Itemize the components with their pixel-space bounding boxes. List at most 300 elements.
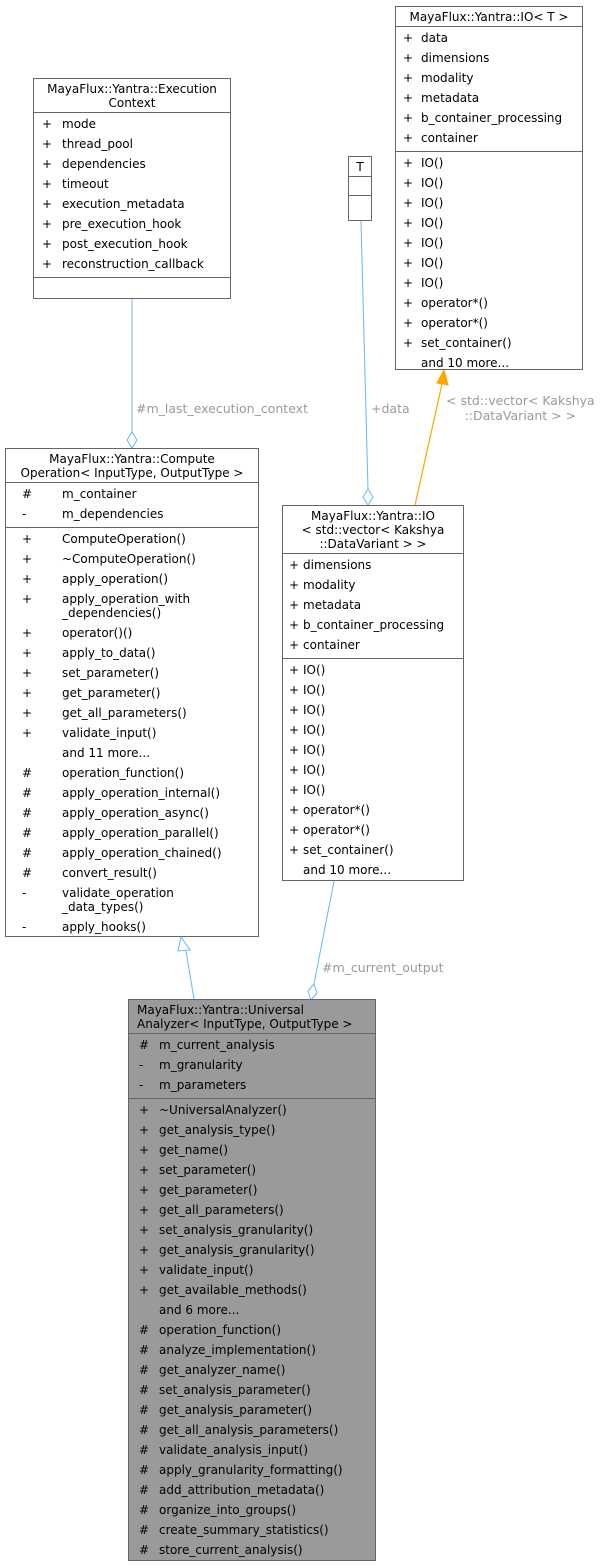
visibility-marker: [289, 860, 303, 880]
visibility-marker: +: [403, 316, 414, 330]
attribute-name: b_container_processing: [421, 111, 563, 125]
visibility-marker: +: [289, 618, 300, 632]
method-name: validate_input(): [159, 1263, 254, 1277]
attribute-row[interactable]: [396, 68, 582, 88]
method-row[interactable]: [396, 313, 582, 333]
method-row[interactable]: [6, 723, 258, 743]
method-row[interactable]: [283, 700, 463, 720]
method-name: apply_operation_chained(): [62, 846, 222, 860]
method-name: apply_operation_internal(): [62, 786, 221, 800]
edge-last-execution-context: [127, 299, 137, 448]
attribute-name: m_granularity: [159, 1058, 243, 1072]
edge-inheritance: [178, 937, 194, 999]
method-name: validate_input(): [62, 726, 157, 740]
visibility-marker: #: [139, 1323, 150, 1337]
method-row[interactable]: [283, 820, 463, 840]
method-name: and 10 more...: [421, 356, 510, 370]
visibility-marker: +: [289, 723, 300, 737]
visibility-marker: +: [289, 663, 300, 677]
method-name: operator*(): [421, 316, 488, 330]
method-name: apply_operation_parallel(): [62, 826, 219, 840]
visibility-marker: +: [289, 783, 300, 797]
attribute-row[interactable]: [34, 194, 230, 214]
visibility-marker: +: [22, 626, 33, 640]
visibility-marker: #: [22, 846, 33, 860]
visibility-marker: +: [22, 646, 33, 660]
attribute-row[interactable]: [129, 1055, 375, 1075]
visibility-marker: +: [289, 763, 300, 777]
visibility-marker: +: [289, 703, 300, 717]
method-row[interactable]: [283, 720, 463, 740]
attribute-row[interactable]: [34, 254, 230, 274]
visibility-marker: +: [403, 51, 414, 65]
method-name: get_analysis_granularity(): [159, 1243, 315, 1257]
method-name: IO(): [421, 156, 444, 170]
visibility-marker: #: [139, 1363, 150, 1377]
visibility-marker: -: [139, 1058, 144, 1072]
visibility-marker: +: [289, 578, 300, 592]
visibility-marker: +: [22, 532, 33, 546]
method-row[interactable]: [396, 193, 582, 213]
method-name: analyze_implementation(): [159, 1343, 316, 1357]
attribute-name: modality: [421, 71, 474, 85]
visibility-marker: +: [289, 638, 300, 652]
method-name: get_analysis_type(): [159, 1123, 276, 1137]
method-row[interactable]: [6, 703, 258, 723]
attribute-row[interactable]: [396, 48, 582, 68]
method-name: operation_function(): [62, 766, 184, 780]
method-row[interactable]: [129, 1160, 375, 1180]
class-universal-analyzer[interactable]: [128, 999, 376, 1561]
method-row[interactable]: [6, 883, 258, 917]
method-row[interactable]: [6, 803, 258, 823]
visibility-marker: +: [22, 572, 33, 586]
visibility-marker: [22, 743, 62, 763]
method-row[interactable]: [396, 213, 582, 233]
method-row[interactable]: [129, 1220, 375, 1240]
attribute-row[interactable]: [34, 174, 230, 194]
methods-section: [349, 195, 371, 214]
visibility-marker: +: [403, 71, 414, 85]
method-row[interactable]: [283, 660, 463, 680]
methods-section: [396, 151, 582, 376]
method-row[interactable]: [6, 589, 258, 623]
method-name: and 6 more...: [159, 1303, 240, 1317]
attribute-name: reconstruction_callback: [62, 257, 204, 271]
attribute-row[interactable]: [34, 114, 230, 134]
method-row[interactable]: [129, 1420, 375, 1440]
visibility-marker: +: [289, 743, 300, 757]
methods-section: [6, 527, 258, 940]
method-name: IO(): [303, 783, 326, 797]
class-template-parameter-t[interactable]: [348, 156, 372, 221]
method-row[interactable]: [6, 917, 258, 937]
method-name: set_parameter(): [62, 666, 160, 680]
attribute-row[interactable]: [396, 108, 582, 128]
method-name: and 11 more...: [62, 746, 151, 760]
visibility-marker: +: [139, 1203, 150, 1217]
method-name: IO(): [421, 216, 444, 230]
method-row[interactable]: [129, 1260, 375, 1280]
method-name: apply_operation_with _dependencies(): [62, 592, 191, 620]
attribute-name: pre_execution_hook: [62, 217, 182, 231]
method-row[interactable]: [129, 1380, 375, 1400]
attribute-name: m_current_analysis: [159, 1038, 275, 1052]
method-row[interactable]: [6, 569, 258, 589]
method-name: operator()(): [62, 626, 133, 640]
visibility-marker: +: [139, 1263, 150, 1277]
method-row[interactable]: [6, 663, 258, 683]
method-name: set_analysis_granularity(): [159, 1223, 314, 1237]
method-row[interactable]: [396, 273, 582, 293]
method-name: organize_into_groups(): [159, 1503, 297, 1517]
method-row[interactable]: [396, 233, 582, 253]
method-name: convert_result(): [62, 866, 157, 880]
attribute-row[interactable]: [6, 484, 258, 504]
attribute-row[interactable]: [34, 234, 230, 254]
visibility-marker: -: [22, 886, 27, 900]
visibility-marker: #: [139, 1503, 150, 1517]
method-name: ComputeOperation(): [62, 532, 186, 546]
visibility-marker: +: [42, 117, 53, 131]
method-name: get_parameter(): [62, 686, 161, 700]
visibility-marker: #: [139, 1523, 150, 1537]
method-name: IO(): [421, 176, 444, 190]
visibility-marker: #: [139, 1443, 150, 1457]
visibility-marker: #: [139, 1343, 150, 1357]
method-name: get_available_methods(): [159, 1283, 307, 1297]
method-row[interactable]: [129, 1120, 375, 1140]
visibility-marker: #: [22, 487, 33, 501]
visibility-marker: +: [289, 558, 300, 572]
method-row[interactable]: [6, 643, 258, 663]
method-row[interactable]: [129, 1400, 375, 1420]
method-name: get_analyzer_name(): [159, 1363, 286, 1377]
method-row[interactable]: [129, 1300, 375, 1320]
class-io-datavariant[interactable]: [282, 505, 464, 881]
attributes-section: [283, 553, 463, 658]
visibility-marker: #: [22, 866, 33, 880]
method-row[interactable]: [396, 293, 582, 313]
method-row[interactable]: [396, 253, 582, 273]
visibility-marker: +: [403, 336, 414, 350]
visibility-marker: +: [289, 843, 300, 857]
method-name: IO(): [421, 276, 444, 290]
method-name: IO(): [303, 683, 326, 697]
method-row[interactable]: [129, 1140, 375, 1160]
attribute-name: m_dependencies: [62, 507, 164, 521]
method-row[interactable]: [129, 1200, 375, 1220]
class-title: MayaFlux::Yantra::Compute Operation< InputType, OutputType >: [20, 452, 244, 480]
visibility-marker: +: [289, 803, 300, 817]
visibility-marker: +: [42, 137, 53, 151]
method-row[interactable]: [129, 1180, 375, 1200]
method-row[interactable]: [283, 800, 463, 820]
method-row[interactable]: [129, 1460, 375, 1480]
visibility-marker: +: [22, 592, 33, 606]
method-row[interactable]: [129, 1480, 375, 1500]
method-name: get_all_parameters(): [62, 706, 187, 720]
attribute-name: m_container: [62, 487, 137, 501]
attribute-name: timeout: [62, 177, 109, 191]
method-name: get_all_analysis_parameters(): [159, 1423, 339, 1437]
visibility-marker: +: [22, 686, 33, 700]
visibility-marker: #: [22, 786, 33, 800]
class-title: MayaFlux::Yantra::IO< T >: [409, 10, 569, 24]
attribute-row[interactable]: [283, 595, 463, 615]
method-name: operator*(): [421, 296, 488, 310]
attribute-name: metadata: [421, 91, 480, 105]
visibility-marker: +: [139, 1243, 150, 1257]
visibility-marker: #: [139, 1383, 150, 1397]
attributes-section: [34, 112, 230, 277]
visibility-marker: +: [403, 276, 414, 290]
visibility-marker: +: [22, 726, 33, 740]
visibility-marker: -: [22, 507, 27, 521]
method-name: operator*(): [303, 803, 370, 817]
method-row[interactable]: [283, 780, 463, 800]
method-name: get_analysis_parameter(): [159, 1403, 313, 1417]
attribute-row[interactable]: [6, 504, 258, 524]
visibility-marker: #: [22, 826, 33, 840]
method-row[interactable]: [6, 529, 258, 549]
attributes-section: [349, 176, 371, 195]
method-name: apply_granularity_formatting(): [159, 1463, 343, 1477]
class-execution-context[interactable]: [33, 78, 231, 299]
method-row[interactable]: [129, 1540, 375, 1560]
method-name: IO(): [303, 763, 326, 777]
method-name: operation_function(): [159, 1323, 281, 1337]
class-title: MayaFlux::Yantra::Universal Analyzer< InputType, OutputType >: [137, 1003, 353, 1031]
visibility-marker: #: [139, 1423, 150, 1437]
visibility-marker: +: [42, 217, 53, 231]
method-row[interactable]: [6, 623, 258, 643]
method-name: IO(): [303, 703, 326, 717]
attribute-name: dimensions: [421, 51, 490, 65]
method-row[interactable]: [6, 863, 258, 883]
method-name: apply_operation(): [62, 572, 169, 586]
attribute-row[interactable]: [34, 214, 230, 234]
visibility-marker: +: [403, 176, 414, 190]
class-title: T: [356, 160, 364, 174]
visibility-marker: #: [139, 1463, 150, 1477]
attribute-name: dependencies: [62, 157, 146, 171]
visibility-marker: [139, 1300, 159, 1320]
attribute-name: data: [421, 31, 449, 45]
method-row[interactable]: [129, 1360, 375, 1380]
method-name: set_container(): [303, 843, 394, 857]
method-name: ~ComputeOperation(): [62, 552, 196, 566]
attribute-name: thread_pool: [62, 137, 133, 151]
visibility-marker: +: [403, 196, 414, 210]
method-name: apply_operation_async(): [62, 806, 209, 820]
attribute-row[interactable]: [283, 575, 463, 595]
method-row[interactable]: [396, 153, 582, 173]
method-row[interactable]: [129, 1320, 375, 1340]
visibility-marker: +: [139, 1223, 150, 1237]
method-row[interactable]: [129, 1340, 375, 1360]
method-name: set_parameter(): [159, 1163, 257, 1177]
method-name: and 10 more...: [303, 863, 392, 877]
method-row[interactable]: [6, 683, 258, 703]
attribute-row[interactable]: [129, 1075, 375, 1095]
method-name: IO(): [421, 196, 444, 210]
visibility-marker: +: [403, 111, 414, 125]
method-row[interactable]: [129, 1500, 375, 1520]
attribute-name: execution_metadata: [62, 197, 185, 211]
method-name: validate_operation _data_types(): [62, 886, 174, 914]
method-row[interactable]: [6, 549, 258, 569]
methods-section: [129, 1098, 375, 1563]
method-name: ~UniversalAnalyzer(): [159, 1103, 287, 1117]
attribute-row[interactable]: [129, 1035, 375, 1055]
method-row[interactable]: [6, 783, 258, 803]
class-title: MayaFlux::Yantra::IO < std::vector< Kakshya ::DataVariant > >: [301, 509, 445, 551]
attribute-name: container: [421, 131, 478, 145]
attribute-name: modality: [303, 578, 356, 592]
visibility-marker: [403, 353, 421, 373]
visibility-marker: +: [289, 683, 300, 697]
method-name: IO(): [303, 743, 326, 757]
attribute-name: metadata: [303, 598, 362, 612]
edge-label-data: +data: [371, 401, 410, 416]
method-name: set_analysis_parameter(): [159, 1383, 311, 1397]
edge-label-current-output: #m_current_output: [322, 960, 444, 975]
method-name: store_current_analysis(): [159, 1543, 303, 1557]
visibility-marker: +: [403, 131, 414, 145]
visibility-marker: #: [22, 766, 33, 780]
attribute-row[interactable]: [396, 128, 582, 148]
attribute-name: dimensions: [303, 558, 372, 572]
method-name: IO(): [421, 236, 444, 250]
visibility-marker: +: [403, 296, 414, 310]
attributes-section: [396, 26, 582, 151]
method-name: IO(): [421, 256, 444, 270]
visibility-marker: +: [289, 598, 300, 612]
method-name: IO(): [303, 723, 326, 737]
method-name: IO(): [303, 663, 326, 677]
visibility-marker: #: [139, 1403, 150, 1417]
method-row[interactable]: [6, 743, 258, 763]
visibility-marker: +: [139, 1283, 150, 1297]
attribute-row[interactable]: [283, 635, 463, 655]
method-row[interactable]: [283, 760, 463, 780]
attribute-name: mode: [62, 117, 97, 131]
methods-section: [283, 658, 463, 883]
visibility-marker: -: [22, 920, 27, 934]
attribute-row[interactable]: [34, 134, 230, 154]
visibility-marker: +: [22, 666, 33, 680]
attribute-name: post_execution_hook: [62, 237, 188, 251]
method-name: validate_analysis_input(): [159, 1443, 308, 1457]
visibility-marker: #: [22, 806, 33, 820]
attribute-row[interactable]: [396, 28, 582, 48]
visibility-marker: +: [403, 156, 414, 170]
visibility-marker: +: [42, 237, 53, 251]
visibility-marker: +: [139, 1123, 150, 1137]
class-io-template[interactable]: [395, 6, 583, 370]
method-name: apply_to_data(): [62, 646, 156, 660]
visibility-marker: +: [139, 1183, 150, 1197]
visibility-marker: +: [403, 236, 414, 250]
edge-label-last-execution-context: #m_last_execution_context: [136, 401, 308, 416]
visibility-marker: +: [403, 31, 414, 45]
visibility-marker: +: [42, 197, 53, 211]
visibility-marker: +: [42, 177, 53, 191]
method-row[interactable]: [396, 353, 582, 373]
edge-label-template-binding: < std::vector< Kakshya ::DataVariant > >: [446, 393, 595, 423]
method-row[interactable]: [129, 1240, 375, 1260]
visibility-marker: +: [403, 216, 414, 230]
visibility-marker: -: [139, 1078, 144, 1092]
method-name: operator*(): [303, 823, 370, 837]
attributes-section: [6, 482, 258, 527]
visibility-marker: +: [403, 256, 414, 270]
visibility-marker: #: [139, 1038, 150, 1052]
method-row[interactable]: [6, 823, 258, 843]
edge-current-output: [308, 881, 334, 1000]
method-row[interactable]: [129, 1520, 375, 1540]
attribute-row[interactable]: [396, 88, 582, 108]
method-row[interactable]: [396, 173, 582, 193]
attributes-section: [129, 1033, 375, 1098]
visibility-marker: +: [403, 91, 414, 105]
visibility-marker: +: [42, 157, 53, 171]
edge-data: [361, 221, 373, 505]
class-compute-operation[interactable]: [5, 448, 259, 937]
method-row[interactable]: [6, 843, 258, 863]
attribute-row[interactable]: [283, 555, 463, 575]
method-row[interactable]: [283, 860, 463, 880]
visibility-marker: +: [22, 706, 33, 720]
attribute-row[interactable]: [34, 154, 230, 174]
method-row[interactable]: [283, 840, 463, 860]
method-name: get_name(): [159, 1143, 229, 1157]
method-row[interactable]: [283, 740, 463, 760]
method-row[interactable]: [283, 680, 463, 700]
attribute-name: container: [303, 638, 360, 652]
method-row[interactable]: [129, 1280, 375, 1300]
method-name: create_summary_statistics(): [159, 1523, 329, 1537]
visibility-marker: +: [42, 257, 53, 271]
edge-template-binding: [415, 370, 448, 505]
aggregation-diamond: [127, 432, 137, 448]
visibility-marker: +: [139, 1163, 150, 1177]
method-row[interactable]: [6, 763, 258, 783]
method-name: set_container(): [421, 336, 512, 350]
method-row[interactable]: [129, 1100, 375, 1120]
attribute-name: b_container_processing: [303, 618, 445, 632]
visibility-marker: #: [139, 1483, 150, 1497]
visibility-marker: +: [139, 1103, 150, 1117]
class-title: MayaFlux::Yantra::Execution Context: [47, 82, 217, 110]
visibility-marker: +: [139, 1143, 150, 1157]
visibility-marker: #: [139, 1543, 150, 1557]
aggregation-diamond: [363, 489, 373, 505]
method-name: apply_hooks(): [62, 920, 146, 934]
visibility-marker: +: [22, 552, 33, 566]
method-name: get_parameter(): [159, 1183, 258, 1197]
method-name: get_all_parameters(): [159, 1203, 284, 1217]
method-name: add_attribution_metadata(): [159, 1483, 325, 1497]
aggregation-diamond: [308, 984, 317, 1000]
method-row[interactable]: [396, 333, 582, 353]
method-row[interactable]: [129, 1440, 375, 1460]
attribute-row[interactable]: [283, 615, 463, 635]
visibility-marker: +: [289, 823, 300, 837]
attribute-name: m_parameters: [159, 1078, 247, 1092]
methods-section: [34, 277, 230, 296]
